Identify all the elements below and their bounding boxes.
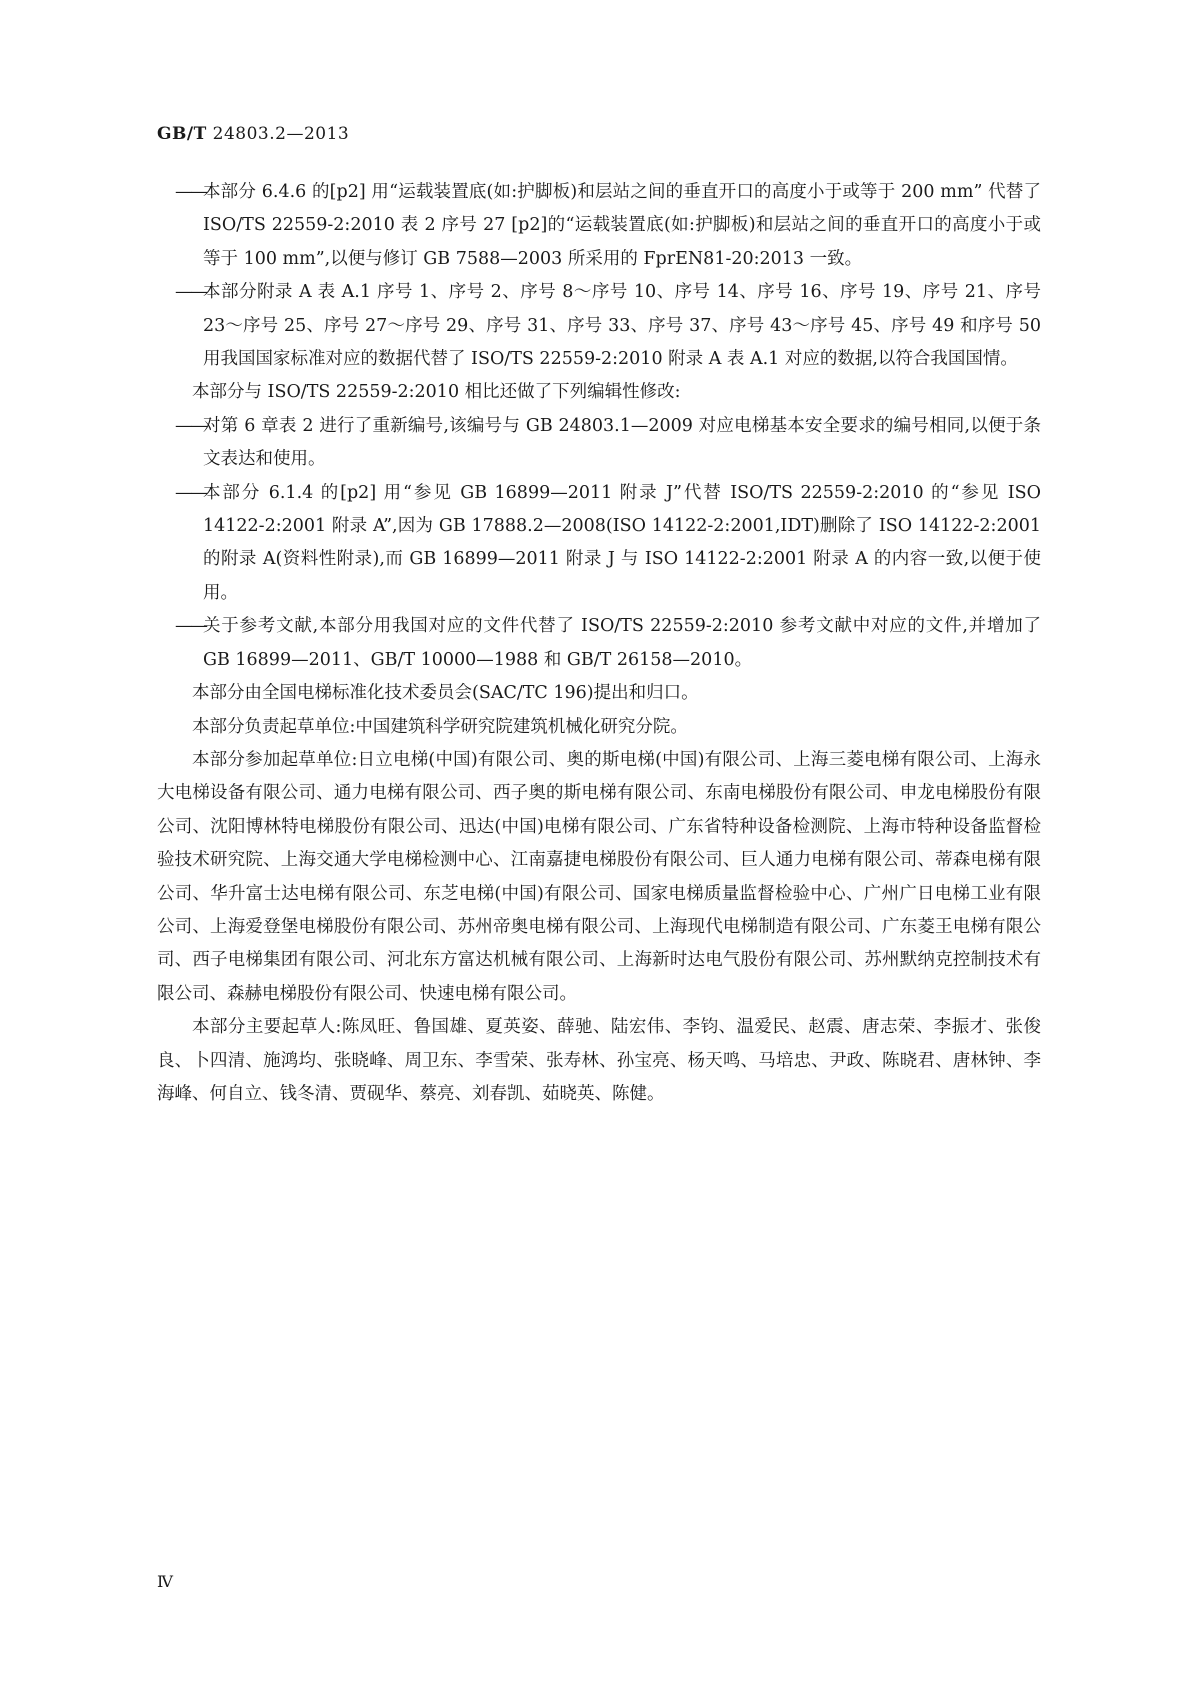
- dash-item-text: 本部分附录 A 表 A.1 序号 1、序号 2、序号 8～序号 10、序号 14、序号 16、序号 19、序号 21、序号 23～序号 25、序号 27～序号 29、序号 31、序号 33、序号 37、序号 43～序号 45、序号 49 和序号 50 用我国国家标准对应的数据代替了 ISO/TS 22559-2:2010 附录 A 表 A.1 对应的数据,以符合我国国情。: [203, 282, 1041, 370]
- page-number: Ⅳ: [157, 1572, 173, 1591]
- dash-marker: ——: [175, 182, 206, 202]
- dash-marker: ——: [175, 282, 206, 303]
- dash-marker: ——: [175, 415, 206, 436]
- dash-item-4: [157, 477, 1041, 611]
- dash-marker: ——: [175, 616, 206, 637]
- dash-item-text: 本部分 6.1.4 的[p2] 用“参见 GB 16899—2011 附录 J”代替 ISO/TS 22559-2:2010 的“参见 ISO 14122-2:2001 附录 A”,因为 GB 17888.2—2008(ISO 14122-2:2001,IDT)删除了 ISO 14122-2:2001的附录 A(资料性附录),而 GB 16899—2011 附录 J 与 ISO 14122-2:2001 附录 A 的内容一致,以便于使用。: [203, 482, 1041, 603]
- paragraph-main-drafters: 本部分主要起草人:陈凤旺、鲁国雄、夏英姿、薛驰、陆宏伟、李钧、温爱民、赵震、唐志荣、李振才、张俊良、卜四清、施鸿均、张晓峰、周卫东、李雪荣、张寿林、孙宝亮、杨天鸣、马培忠、尹政、陈晓君、唐林钟、李海峰、何自立、钱冬清、贾砚华、蔡亮、刘春凯、茹晓英、陈健。: [157, 1017, 1041, 1104]
- dash-item-text: 本部分 6.4.6 的[p2] 用“运载装置底(如:护脚板)和层站之间的垂直开口的高度小于或等于 200 mm” 代替了 ISO/TS 22559-2:2010 表 2 序号 27 [p2]的“运载装置底(如:护脚板)和层站之间的垂直开口的高度小于或等于 100 mm”,以便与修订 GB 7588—2003 所采用的 FprEN81-20:2013 一致。: [203, 182, 1041, 269]
- dash-item-3: [157, 410, 1041, 477]
- paragraph-lead-drafter: 本部分负责起草单位:中国建筑科学研究院建筑机械化研究分院。: [192, 716, 688, 737]
- paragraph-proposer: 本部分由全国电梯标准化技术委员会(SAC/TC 196)提出和归口。: [192, 683, 699, 704]
- dash-item-1: [157, 176, 1041, 276]
- dash-item-text: 关于参考文献,本部分用我国对应的文件代替了 ISO/TS 22559-2:2010 参考文献中对应的文件,并增加了 GB 16899—2011、GB/T 10000—1988 和 GB/T 26158—2010。: [203, 616, 1041, 670]
- document-header: [157, 124, 349, 144]
- dash-item-text: 对第 6 章表 2 进行了重新编号,该编号与 GB 24803.1—2009 对应电梯基本安全要求的编号相同,以便于条文表达和使用。: [203, 415, 1041, 470]
- dash-item-5: [157, 610, 1041, 677]
- dash-marker: ——: [175, 482, 206, 503]
- standard-prefix: GB/T: [157, 124, 207, 144]
- paragraph-editorial-changes: 本部分与 ISO/TS 22559-2:2010 相比还做了下列编辑性修改:: [192, 382, 681, 403]
- dash-item-2: [157, 276, 1041, 376]
- paragraph-participating-drafters: 本部分参加起草单位:日立电梯(中国)有限公司、奥的斯电梯(中国)有限公司、上海三菱电梯有限公司、上海永大电梯设备有限公司、通力电梯有限公司、西子奥的斯电梯有限公司、东南电梯股份有限公司、申龙电梯股份有限公司、沈阳博林特电梯股份有限公司、迅达(中国)电梯有限公司、广东省特种设备检测院、上海市特种设备监督检验技术研究院、上海交通大学电梯检测中心、江南嘉捷电梯股份有限公司、巨人通力电梯有限公司、蒂森电梯有限公司、华升富士达电梯有限公司、东芝电梯(中国)有限公司、国家电梯质量监督检验中心、广州广日电梯工业有限公司、上海爱登堡电梯股份有限公司、苏州帝奥电梯有限公司、上海现代电梯制造有限公司、广东菱王电梯有限公司、西子电梯集团有限公司、河北东方富达机械有限公司、上海新时达电气股份有限公司、苏州默纳克控制技术有限公司、森赫电梯股份有限公司、快速电梯有限公司。: [157, 749, 1041, 1004]
- foreword-body: [157, 176, 1041, 1111]
- standard-code: 24803.2—2013: [206, 124, 350, 144]
